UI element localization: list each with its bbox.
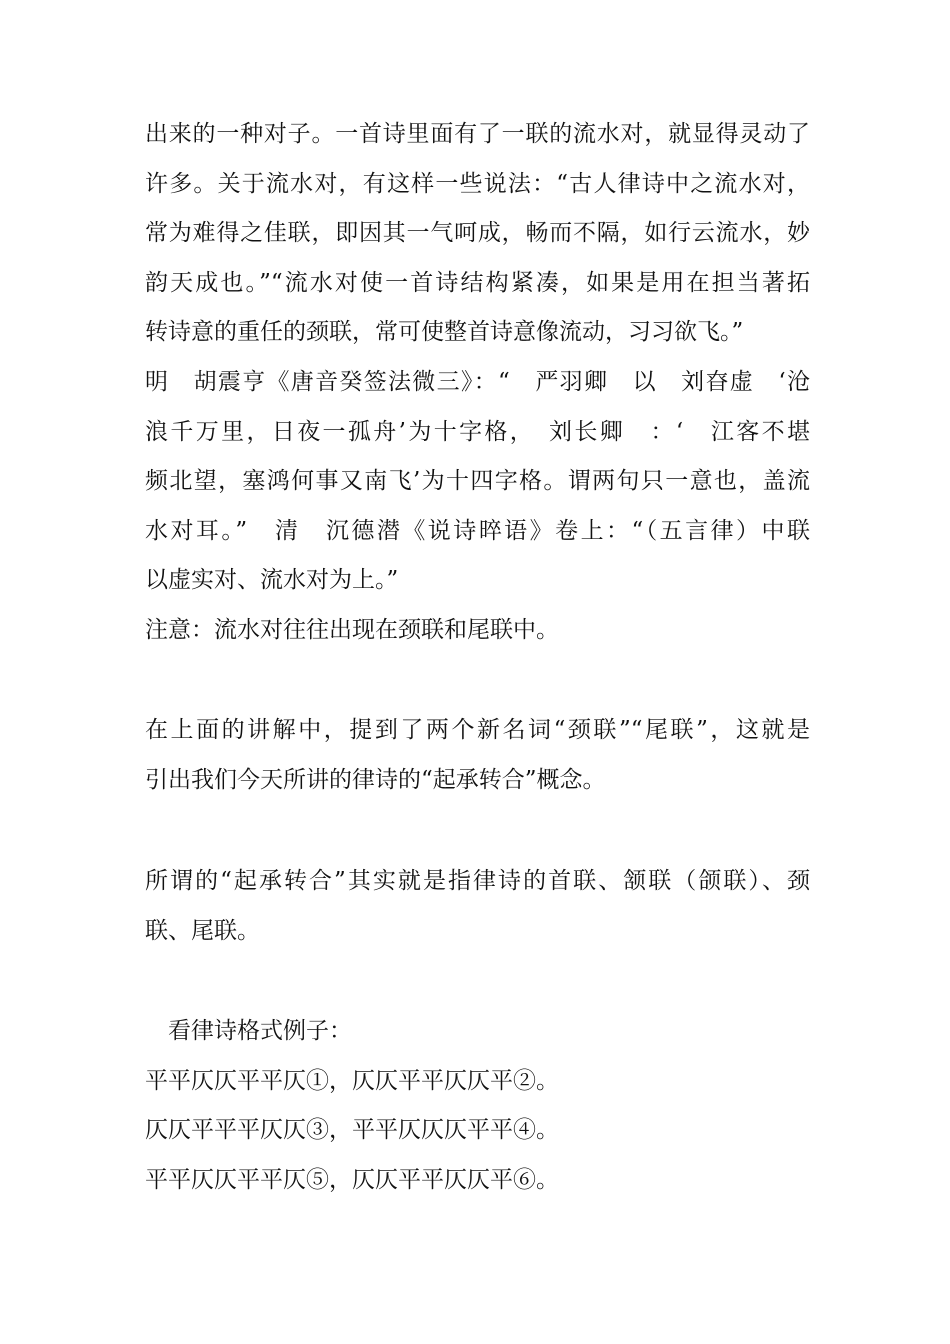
text-line: 浪千万里，日夜一孤舟’为十字格， 刘长卿 ：‘ 江客不堪 bbox=[145, 419, 810, 445]
text-line: 在上面的讲解中，提到了两个新名词“颈联”“尾联”，这就是 bbox=[145, 717, 810, 743]
text-line: 所谓的“起承转合”其实就是指律诗的首联、颔联（颌联）、颈 bbox=[145, 868, 810, 894]
text-line: 明 胡震亨《唐音癸签法微三》：“ 严羽卿 以 刘昚虚 ‘沧 bbox=[145, 369, 810, 395]
text-line: 引出我们今天所讲的律诗的“起承转合”概念。 bbox=[145, 767, 606, 793]
text-line: 常为难得之佳联，即因其一气呵成，畅而不隔，如行云流水，妙 bbox=[145, 220, 810, 246]
text-line: 以虚实对、流水对为上。” bbox=[145, 567, 399, 593]
meter-line: 平平仄仄平平仄①，仄仄平平仄仄平②。 bbox=[145, 1068, 559, 1094]
text-line: 联、尾联。 bbox=[145, 918, 260, 944]
text-line: 水对耳。” 清 沉德潜《说诗晬语》卷上：“（五言律）中联 bbox=[145, 518, 810, 544]
text-line: 出来的一种对子。一首诗里面有了一联的流水对，就显得灵动了 bbox=[145, 121, 810, 147]
meter-line: 平平仄仄平平仄⑤，仄仄平平仄仄平⑥。 bbox=[145, 1167, 559, 1193]
meter-line: 仄仄平平平仄仄③，平平仄仄仄平平④。 bbox=[145, 1117, 559, 1143]
text-line: 频北望，塞鸿何事又南飞’为十四字格。谓两句只一意也，盖流 bbox=[145, 468, 810, 494]
text-line: 韵天成也。”“流水对使一首诗结构紧凑，如果是用在担当著拓 bbox=[145, 270, 810, 296]
text-line: 许多。关于流水对，有这样一些说法：“古人律诗中之流水对， bbox=[145, 171, 810, 197]
text-line: 转诗意的重任的颈联，常可使整首诗意像流动，习习欲飞。” bbox=[145, 319, 744, 345]
note-line: 注意：流水对往往出现在颈联和尾联中。 bbox=[145, 617, 559, 643]
example-heading: 看律诗格式例子： bbox=[168, 1018, 352, 1044]
